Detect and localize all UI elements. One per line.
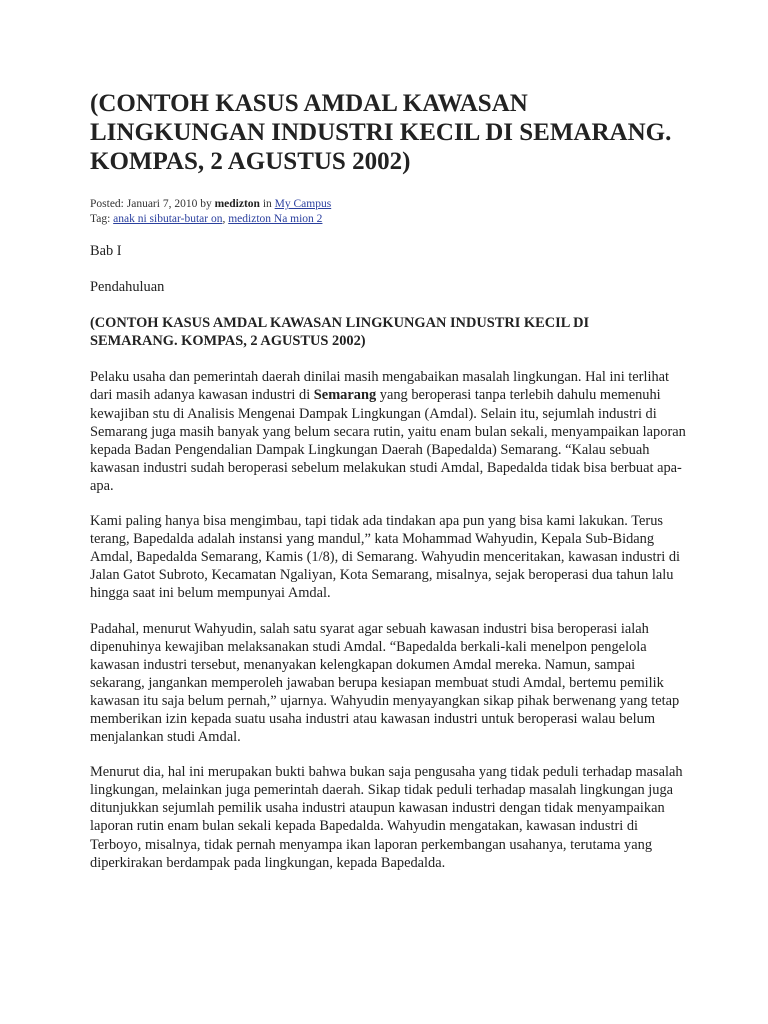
- page-title: (CONTOH KASUS AMDAL KAWASAN LINGKUNGAN INDUSTRI KECIL DI SEMARANG. KOMPAS, 2 AGUSTUS 2002): [90, 90, 672, 175]
- paragraph-1-bold: Semarang: [313, 387, 377, 404]
- tag-separator: ,: [222, 213, 226, 225]
- tag-link-1[interactable]: anak ni sibutar-butar on: [113, 213, 223, 225]
- posted-date: Posted: Januari 7, 2010 by: [90, 198, 212, 210]
- category-link[interactable]: My Campus: [274, 198, 332, 210]
- paragraph-2: Kami paling hanya bisa mengimbau, tapi tidak ada tindakan apa pun yang bisa kami lakukan. Terus terang, Bapedalda adalah instansi yang mandul,” kata Mohammad Wahyudin, Kepala Sub-Bidang Amdal, Bapedalda Semarang, Kamis (1/8), di Semarang. Wahyudin menceritakan, kawasan industri di Jalan Gatot Subroto, Kecamatan Ngaliyan, Kota Semarang, misalnya, sejak beroperasi dua tahun lalu hingga saat ini belum mempunyai Amdal.: [90, 513, 681, 602]
- post-meta: [90, 197, 380, 227]
- tag-link-2[interactable]: medizton Na mion 2: [228, 213, 323, 225]
- section-heading: Pendahuluan: [90, 279, 165, 296]
- tag-prefix: Tag:: [90, 213, 111, 225]
- paragraph-1-part-a: Pelaku usaha dan pemerintah daerah dinilai masih mengabaikan masalah lingkungan. Hal ini terlihat dari masih adanya kawasan industri di: [90, 369, 670, 404]
- in-word: in: [262, 198, 272, 210]
- paragraph-3: Padahal, menurut Wahyudin, salah satu syarat agar sebuah kawasan industri bisa beroperasi ialah dipenuhinya kewajiban melaksanakan studi Amdal. “Bapedalda berkali-kali menelpon pengelola kawasan industri tersebut, menanyakan kelengkapan dokumen Amdal mereka. Namun, sampai sekarang, jangankan memperoleh jawaban berupa kesiapan membuat studi Amdal, bertemu pemilik kawasan itu saja belum pernah,” ujarnya. Wahyudin menyayangkan sikap pihak berwenang yang tetap memberikan izin kepada suatu usaha industri atau kawasan industri untuk beroperasi walau belum menjalankan studi Amdal.: [90, 620, 680, 746]
- chapter-heading: Bab I: [90, 243, 122, 259]
- paragraph-1: [90, 368, 686, 495]
- article-body: [90, 242, 688, 872]
- paragraph-4: Menurut dia, hal ini merupakan bukti bahwa bukan saja pengusaha yang tidak peduli terhadap masalah lingkungan, melainkan juga pemerintah daerah. Sikap tidak peduli terhadap masalah lingkungan juga ditunjukkan sejumlah pemilik usaha industri ataupun kawasan industri dengan tidak menyampaikan laporan rutin enam bulan sekali kepada Bapedalda. Wahyudin mengatakan, kawasan industri di Terboyo, misalnya, tidak pernah menyampa ikan laporan perkembangan usahanya, terutama yang diperkirakan berdampak pada lingkungan, kepada Bapedalda.: [90, 764, 683, 871]
- author-name: medizton: [214, 198, 260, 210]
- article-subtitle: (CONTOH KASUS AMDAL KAWASAN LINGKUNGAN INDUSTRI KECIL DI SEMARANG. KOMPAS, 2 AGUSTUS 2002): [90, 315, 590, 350]
- paragraph-1-part-b: yang beroperasi tanpa terlebih dahulu memenuhi kewajiban stu di Analisis Mengenai Dampak Lingkungan (Amdal). Selain itu, sejumlah industri di Semarang juga masih banyak yang belum secara rutin, yaitu enam bulan sekali, menyampaikan laporan kepada Badan Pengendalian Dampak Lingkungan Daerah (Bapedalda) Semarang. “Kalau sebuah kawasan industri sudah beroperasi sebelum melakukan studi Amdal, Bapedalda tidak bisa berbuat apa-apa.: [90, 387, 686, 494]
- tag-line: [90, 212, 380, 227]
